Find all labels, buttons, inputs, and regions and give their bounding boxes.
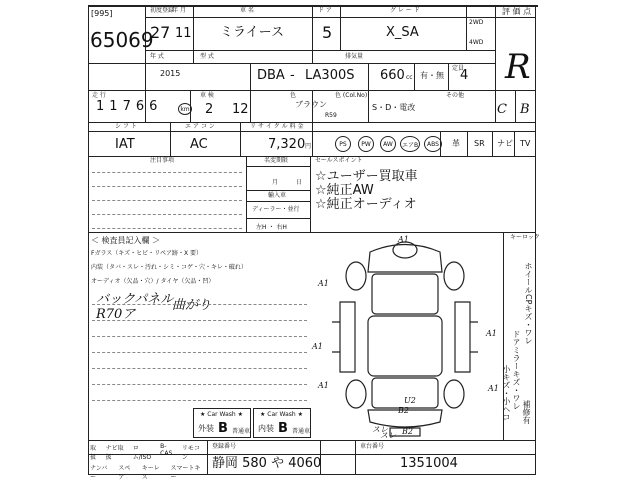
label-transfer-deadline: 名変期限	[264, 157, 289, 164]
rule	[240, 122, 241, 156]
side-note-small-damage: 小キズ・小ヘコ	[502, 365, 511, 421]
color-code: R59	[325, 112, 337, 119]
registration-month: 11	[175, 26, 192, 41]
label-notes: 注目事項	[150, 157, 175, 164]
mileage-digit: 1	[109, 99, 118, 114]
mileage-digit: 6	[149, 99, 158, 114]
label-inspector: ＜ 検査員記入欄 ＞	[91, 236, 161, 245]
equip-pw: PW	[358, 136, 374, 152]
equip-navi: ナビ	[497, 139, 513, 148]
dealer-parallel: ディーラー・並行	[252, 206, 300, 213]
side-note-wheel: ホイールCPキズ・ワレ	[524, 262, 533, 345]
inspection-month: 12	[232, 102, 249, 117]
checklist-item: スマートキー	[170, 465, 201, 480]
damage-mark: U2	[404, 396, 416, 405]
score-value: R	[505, 47, 531, 87]
car-windshield	[372, 274, 438, 314]
label-inspection: 車 検	[200, 92, 214, 99]
checklist-item: ナンバー	[90, 465, 108, 480]
rule	[170, 122, 171, 156]
wheel-rear-right	[444, 380, 464, 408]
damage-mark: A1	[312, 342, 323, 351]
interior-grade: B	[278, 421, 288, 436]
car-wash-stamp-interior	[253, 408, 311, 438]
rule	[368, 90, 369, 122]
rule	[340, 5, 341, 50]
inspect-line	[92, 352, 307, 353]
exterior-note: 普通車	[232, 428, 251, 435]
transfer-day: 日	[296, 179, 303, 186]
checklist-item: B-CAS	[160, 443, 173, 457]
label-import-car: 輸入車	[268, 192, 287, 199]
inspect-line	[92, 304, 307, 305]
note-line	[92, 214, 242, 215]
checklist-item: 取扱	[90, 445, 97, 461]
sales-point: ☆純正オーディオ	[315, 197, 417, 212]
lot-number: 65069	[90, 28, 154, 52]
lot-bracket: [995]	[91, 9, 113, 18]
exterior-grade: B	[218, 421, 228, 436]
car-name: ミライース	[220, 25, 284, 40]
exterior-label: 外装	[198, 424, 214, 433]
damage-mark: A1	[318, 381, 329, 390]
recycle-unit: 円	[305, 143, 312, 150]
model-code-sep: -	[290, 68, 295, 83]
note-line	[92, 186, 242, 187]
checklist-bottom	[90, 463, 205, 480]
equip-ps: PS	[335, 136, 351, 152]
displacement: 660	[380, 68, 405, 83]
handwritten-back-panel: バックパネル	[96, 292, 174, 307]
inspection-year: 2	[205, 102, 214, 117]
equip-abs: ABS	[424, 136, 442, 152]
rule	[514, 131, 515, 156]
checklist-item: ロム/ISO	[132, 445, 152, 461]
label-color-no: 色 (Col.No)	[335, 92, 368, 99]
inspect-line	[92, 336, 307, 337]
rule	[467, 131, 468, 156]
damage-mark: B2	[402, 427, 413, 436]
label-doors: ド ア	[318, 7, 332, 14]
wheel-rear-left	[346, 380, 366, 408]
note-line	[92, 172, 242, 173]
rule	[492, 131, 493, 156]
rule	[495, 5, 496, 122]
checklist-item: スペア	[118, 465, 131, 480]
handwritten-bent: 曲がり	[172, 298, 212, 313]
label-keylock: キーロック	[510, 234, 540, 241]
damage-mark: B2	[398, 406, 409, 415]
rule	[368, 63, 369, 90]
rule	[250, 90, 251, 122]
note-line	[92, 200, 242, 201]
grade-value: X_SA	[386, 25, 419, 40]
inspect-line	[92, 384, 307, 385]
sales-point: ☆ユーザー買取車	[315, 169, 418, 184]
label-seats: 定員	[452, 65, 465, 72]
inspect-line	[92, 320, 307, 321]
car-wash-stamp-exterior	[193, 408, 251, 438]
rule	[312, 122, 313, 156]
checklist-item: リモコン	[181, 445, 200, 461]
equip-sunroof: SR	[474, 139, 485, 148]
wheel-front-left	[346, 262, 366, 290]
audio-tire-condition: オーディオ（欠品・穴）/ タイヤ（欠品・凹）	[91, 278, 215, 285]
side-note-repaired: 補修有	[522, 400, 531, 424]
checklist-top	[90, 443, 205, 461]
equip-airbag: エアB	[400, 136, 420, 152]
rule	[88, 440, 536, 441]
transfer-month: 月	[272, 179, 279, 186]
rule	[145, 50, 495, 51]
rule	[246, 218, 310, 219]
registration-year: 27	[150, 23, 171, 42]
mileage-unit: km	[178, 103, 192, 115]
color-value: ブラウン	[295, 100, 327, 109]
door-left	[340, 302, 355, 372]
label-sales-points: セールスポイント	[315, 157, 363, 164]
label-model-code: 型 式	[200, 53, 214, 60]
side-note-mirror: ドアミラーキズ・ワレ	[512, 330, 521, 410]
shift-value: IAT	[115, 137, 135, 152]
label-displacement: 排気量	[345, 53, 364, 60]
damage-mark: A1	[486, 329, 497, 338]
rule	[466, 5, 467, 50]
rule	[250, 63, 251, 90]
rule	[312, 5, 313, 63]
glass-condition: Fガラス（キズ・ヒビ・リペア跡・X 要）	[91, 250, 203, 257]
rule	[355, 440, 356, 475]
recycle-fee: 7,320	[268, 137, 306, 152]
label-first-registration: 初度登録	[150, 7, 175, 14]
mileage-digit: 1	[96, 99, 105, 114]
doors-value: 5	[322, 23, 333, 42]
mileage-digit: 7	[122, 99, 131, 114]
sales-point: ☆純正AW	[315, 183, 374, 198]
checklist-item: ナビ取扱	[105, 445, 124, 461]
mileage-digits	[96, 99, 186, 119]
door-handles	[332, 322, 478, 352]
chassis-number: 1351004	[400, 456, 458, 471]
model-code: LA300S	[305, 68, 355, 83]
model-code-prefix: DBA	[257, 68, 285, 83]
car-wash-title: ★ Car Wash ★	[260, 411, 303, 418]
mileage-digit: 6	[135, 99, 145, 114]
interior-condition: 内装（タバ・スレ・汚れ・シミ・コゲ・穴・キレ・破れ）	[91, 264, 247, 271]
label-car-name: 車 名	[240, 7, 254, 14]
wheel-front-right	[444, 262, 464, 290]
checklist-item: キーレス	[141, 465, 160, 480]
damage-mark: A1	[488, 384, 499, 393]
interior-grade: C	[497, 102, 507, 117]
inspect-line	[92, 368, 307, 369]
label-recycle: リ サ イ ク ル 料 金	[250, 123, 304, 130]
drive-4wd: 4WD	[469, 39, 484, 46]
seats-value: 4	[460, 68, 469, 83]
plate-number: 静岡 580 や 4060	[212, 456, 322, 471]
car-wash-title: ★ Car Wash ★	[200, 411, 243, 418]
drive-2wd: 2WD	[469, 19, 484, 26]
damage-mark: A1	[398, 235, 409, 244]
damage-mark: A1	[318, 279, 329, 288]
label-mileage: 走 行	[92, 92, 106, 99]
label-chassis: 車台番号	[360, 443, 385, 450]
label-score: 評 価 点	[502, 7, 532, 16]
label-grade: グ レ ー ド	[390, 7, 420, 14]
rule	[246, 156, 247, 232]
rule	[448, 63, 449, 90]
inspect-line	[92, 400, 307, 401]
rule	[246, 201, 310, 202]
interior-note: 普通車	[292, 428, 311, 435]
rule	[310, 156, 311, 232]
label-options-other: その他	[446, 92, 465, 99]
handwritten-code: R70ア	[96, 307, 136, 322]
interior-label: 内装	[258, 424, 274, 433]
label-model-year: 年 式	[150, 53, 164, 60]
ac-value: AC	[190, 137, 208, 152]
rule	[246, 166, 310, 167]
model-year: 2015	[160, 69, 181, 78]
steering-side: 左H ・ 右H	[256, 224, 287, 231]
exterior-grade: B	[520, 102, 530, 117]
displacement-unit: cc	[406, 74, 413, 81]
car-roof	[368, 316, 442, 376]
damage-mark: スレ	[372, 425, 388, 434]
options: S・D・電改	[372, 103, 416, 112]
label-plate: 登録番号	[212, 443, 237, 450]
rule	[414, 63, 415, 90]
label-year-month: 年 月	[172, 7, 186, 14]
equip-tv: TV	[520, 139, 531, 148]
label-shift: シ フ ト	[115, 123, 137, 130]
rule	[515, 90, 516, 122]
rule	[88, 63, 495, 64]
door-right	[455, 302, 470, 372]
note-line	[92, 228, 242, 229]
label-ac: エ ア コ ン	[185, 123, 215, 130]
rule	[246, 190, 310, 191]
equip-leather: 革	[452, 139, 460, 148]
label-color: 色	[290, 92, 297, 99]
rule	[207, 440, 208, 475]
rule	[193, 5, 194, 63]
damage-mark: スレ	[380, 431, 396, 440]
equip-aw: AW	[380, 136, 396, 152]
fuel-option: 有・無	[420, 71, 444, 80]
